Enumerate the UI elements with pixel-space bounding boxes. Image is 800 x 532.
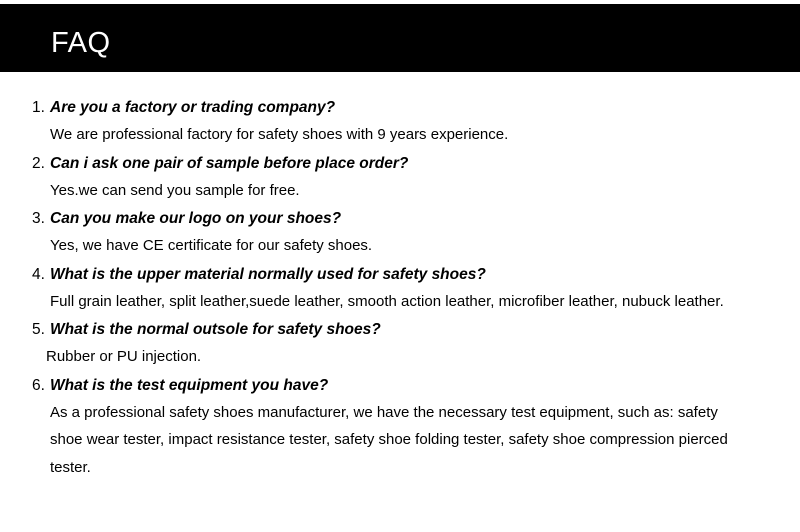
faq-banner	[0, 4, 800, 72]
faq-item	[0, 205, 800, 260]
question-number: 5.	[32, 321, 45, 338]
answer-line: Yes.we can send you sample for free.	[50, 181, 300, 199]
question-number: 3.	[32, 210, 45, 227]
page-title: FAQ	[51, 27, 111, 59]
faq-item	[0, 94, 800, 149]
faq-list	[0, 94, 800, 481]
faq-item	[0, 372, 800, 482]
question-number: 2.	[32, 154, 45, 172]
question-text: What is the upper material normally used for safety shoes?	[50, 265, 486, 283]
question-line	[0, 316, 800, 343]
answer-text	[0, 399, 740, 482]
question-line	[0, 150, 800, 177]
faq-item	[0, 316, 800, 371]
answer-line: As a professional safety shoes manufacturer, we have the necessary test equipment, such as: safety	[50, 403, 718, 421]
question-line	[0, 94, 800, 121]
answer-text	[0, 288, 740, 316]
answer-text	[0, 177, 740, 205]
question-line	[0, 205, 800, 232]
question-text: What is the normal outsole for safety shoes?	[50, 321, 381, 338]
answer-line: We are professional factory for safety shoes with 9 years experience.	[50, 126, 509, 143]
question-number: 6.	[32, 376, 45, 394]
answer-line: shoe wear tester, impact resistance tester, safety shoe folding tester, safety shoe compression pierced	[50, 431, 728, 448]
faq-item	[0, 150, 800, 205]
question-text: Are you a factory or trading company?	[50, 99, 336, 116]
question-line	[0, 261, 800, 288]
answer-text	[0, 121, 740, 149]
question-text: Can you make our logo on your shoes?	[50, 210, 342, 227]
question-text: What is the test equipment you have?	[50, 376, 329, 394]
answer-line: Full grain leather, split leather,suede leather, smooth action leather, microfiber leather, nubuck leather.	[50, 292, 724, 310]
faq-item	[0, 261, 800, 316]
question-number: 4.	[32, 265, 45, 283]
question-text: Can i ask one pair of sample before place order?	[50, 154, 409, 172]
answer-line: Rubber or PU injection.	[46, 348, 202, 365]
answer-line: tester.	[50, 458, 91, 476]
answer-text	[0, 343, 740, 371]
question-line	[0, 372, 800, 399]
answer-line: Yes, we have CE certificate for our safety shoes.	[50, 237, 373, 254]
question-number: 1.	[32, 99, 45, 116]
answer-text	[0, 232, 740, 260]
